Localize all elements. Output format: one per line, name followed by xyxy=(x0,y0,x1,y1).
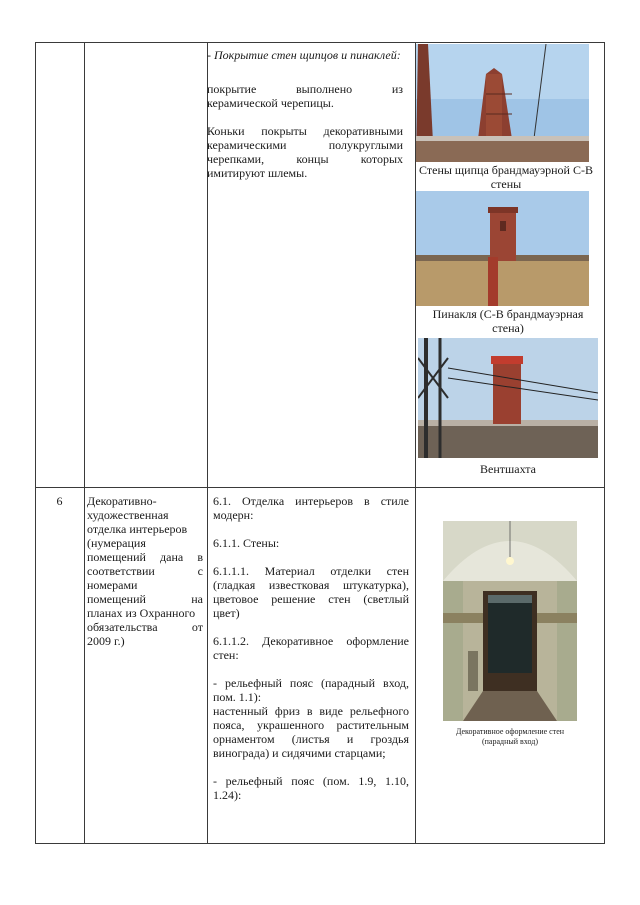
caption-pinnacle: Пинакля (С-В брандмауэрная стена) xyxy=(432,307,584,335)
item-name-line: художественная xyxy=(87,508,169,522)
item-name-line: 2009 г.) xyxy=(87,634,125,648)
item-name-line: помещений на xyxy=(87,592,203,606)
photo-entrance-hall xyxy=(443,521,577,721)
item-name-line: соответствии с xyxy=(87,564,203,578)
roof-description xyxy=(207,48,403,180)
row-number: 6 xyxy=(56,494,63,508)
item-name-line: обязательства от xyxy=(87,620,203,634)
section-heading: 6.1. Отделка интерьеров в стиле модерн: xyxy=(213,494,409,522)
caption-ventilation-shaft: Вентшахта xyxy=(480,462,536,476)
roof-heading: - Покрытие стен щипцов и пинаклей: xyxy=(207,48,401,62)
caption-entrance-hall: Декоративное оформление стен (парадный вход) xyxy=(455,727,565,746)
item-name-line: номерами xyxy=(87,578,138,592)
table-col-divider-1 xyxy=(84,42,85,844)
walls-material-paragraph: 6.1.1.1. Материал отделки стен (гладкая известковая штукатурка), цветовое решение стен (светлый цвет) xyxy=(213,564,409,620)
walls-decoration-heading: 6.1.1.2. Декоративное оформление стен: xyxy=(213,634,409,662)
item-name-line: помещений дана в xyxy=(87,550,203,564)
table-border-left xyxy=(35,42,36,844)
relief-belt-frieze: настенный фриз в виде рельефного пояса, украшенного растительным орнаментом (листья и гроздья винограда) и сидячими старцами; xyxy=(213,704,409,760)
table-border-top xyxy=(35,42,605,43)
relief-belt-entrance: - рельефный пояс (парадный вход, пом. 1.1): xyxy=(213,676,409,704)
row-divider xyxy=(35,487,605,488)
photo-ventilation-shaft xyxy=(418,338,598,458)
item-name-line: планах из Охранного xyxy=(87,606,196,620)
item-name xyxy=(87,494,203,648)
roof-paragraph-2: Коньки покрыты декоративными керамическими полукруглыми черепками, концы которых имитируют шлемы. xyxy=(207,124,403,180)
item-name-line: (нумерация xyxy=(87,536,146,550)
item-name-line: Декоративно- xyxy=(87,494,157,508)
roof-paragraph-1: покрытие выполнено из керамической черепицы. xyxy=(207,82,403,110)
photo-gable-walls xyxy=(416,44,589,162)
relief-belt-rooms: - рельефный пояс (пом. 1.9, 1.10, 1.24): xyxy=(213,774,409,802)
photo-pinnacle xyxy=(416,191,589,306)
caption-gable-walls: Стены щипца брандмауэрной С-В стены xyxy=(419,163,593,191)
item-name-line: отделка интерьеров xyxy=(87,522,188,536)
walls-heading: 6.1.1. Стены: xyxy=(213,536,280,550)
table-border-bottom xyxy=(35,843,605,844)
table-border-right xyxy=(604,42,605,844)
item-description xyxy=(213,494,409,802)
